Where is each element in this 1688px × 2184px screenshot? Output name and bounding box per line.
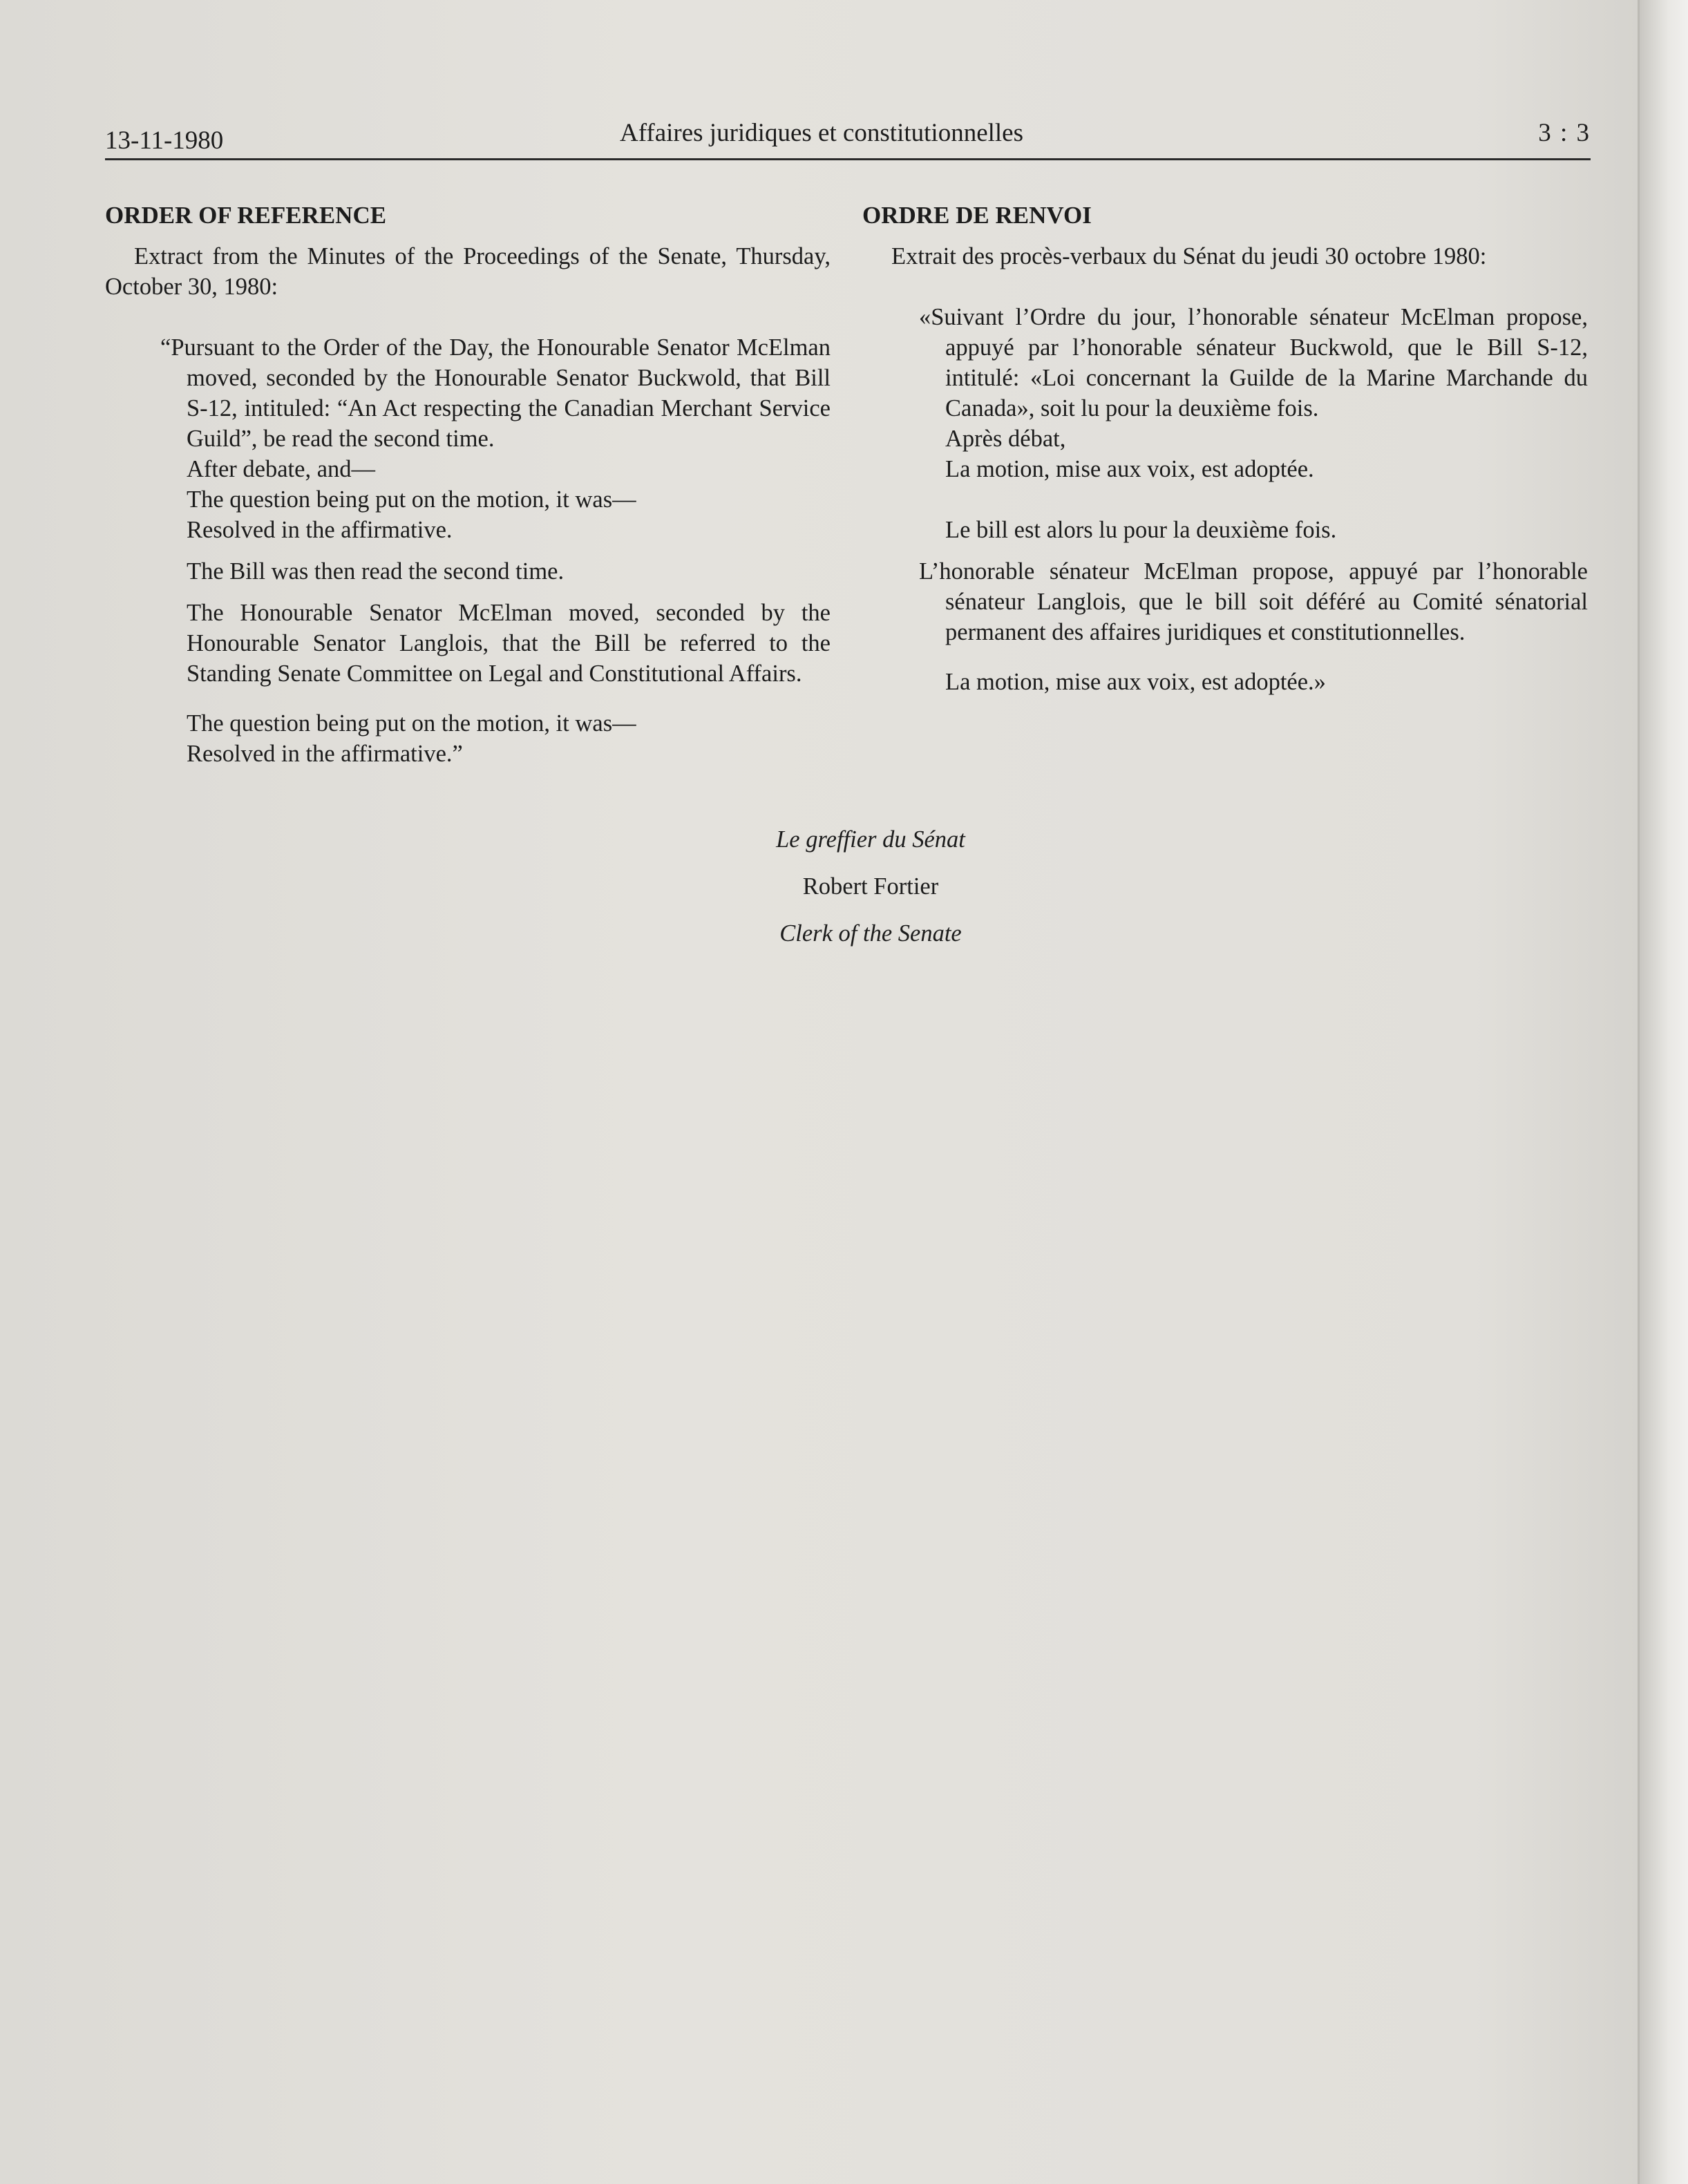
french-read-second: Le bill est alors lu pour la deuxième fois.: [945, 517, 1337, 543]
french-referral: L’honorable sénateur McElman propose, appuyé par l’honorable sénateur Langlois, que le bill soit déféré au Comité sénatorial permanent des affaires juridiques et constitutionnelles.: [919, 558, 1588, 645]
french-adopted-1: La motion, mise aux voix, est adoptée.: [945, 456, 1314, 482]
english-question-1: The question being put on the motion, it was—: [187, 486, 636, 513]
french-column: [862, 200, 1588, 697]
order-of-reference-heading: ORDER OF REFERENCE: [105, 202, 387, 229]
english-resolved-2: Resolved in the affirmative.”: [187, 741, 463, 767]
english-column: [105, 200, 831, 769]
page-edge: [1640, 0, 1688, 2184]
english-referral: The Honourable Senator McElman moved, seconded by the Honourable Senator Langlois, that the Bill be referred to the Standing Senate Committee on Legal and Constitutional Affairs.: [187, 600, 831, 687]
english-intro: Extract from the Minutes of the Proceedings of the Senate, Thursday, October 30, 1980:: [105, 243, 831, 300]
ordre-de-renvoi-heading: ORDRE DE RENVOI: [862, 202, 1092, 229]
english-after-debate: After debate, and—: [187, 456, 376, 482]
signature-name: Robert Fortier: [802, 873, 939, 900]
header-date: 13-11-1980: [105, 126, 224, 155]
french-after-debate: Après débat,: [945, 426, 1066, 452]
english-resolved-1: Resolved in the affirmative.: [187, 517, 453, 543]
signature-title-en: Clerk of the Senate: [779, 920, 962, 947]
header-rule: [105, 158, 1591, 160]
english-motion: “Pursuant to the Order of the Day, the Honourable Senator McElman moved, seconded by the Honourable Senator Buckwold, that Bill S-12, intituled: “An Act respecting the Canadian Merchant Service Guild”, be read the second time.: [160, 334, 831, 452]
header-title: Affaires juridiques et constitutionnelles: [620, 119, 1023, 147]
header-page-number: 3 : 3: [1538, 119, 1591, 147]
page-header: [105, 116, 1591, 158]
signature-title-fr: Le greffier du Sénat: [776, 826, 965, 853]
english-read-second: The Bill was then read the second time.: [187, 558, 565, 585]
french-intro: Extrait des procès-verbaux du Sénat du jeudi 30 octobre 1980:: [891, 243, 1487, 269]
french-motion: «Suivant l’Ordre du jour, l’honorable sénateur McElman propose, appuyé par l’honorable sénateur Buckwold, que le Bill S-12, intitulé: «Loi concernant la Guilde de la Marine Marchande du Canada», soit lu pour la deuxième fois.: [919, 304, 1588, 421]
french-adopted-2: La motion, mise aux voix, est adoptée.»: [945, 669, 1326, 695]
english-question-2: The question being put on the motion, it was—: [187, 710, 636, 737]
